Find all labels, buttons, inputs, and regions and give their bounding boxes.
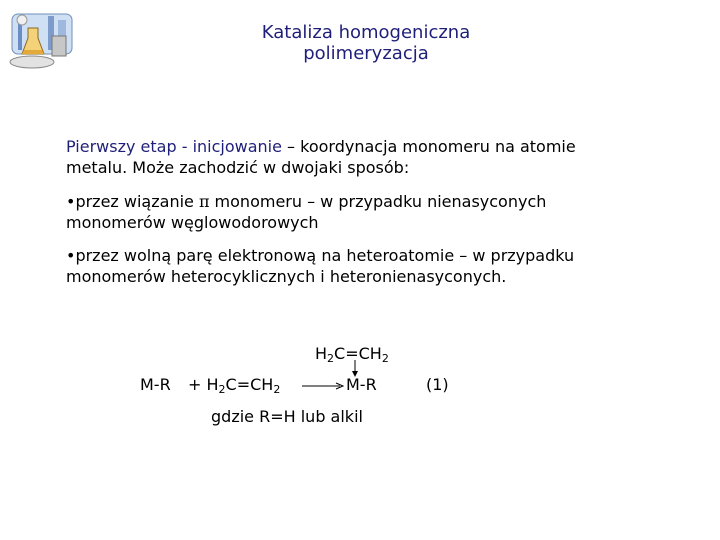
equation-number: (1) (426, 375, 449, 394)
initiation-highlight: Pierwszy etap - inicjowanie (66, 137, 282, 156)
pi-symbol: π (198, 192, 210, 211)
reactant-mid: C=CH (225, 375, 274, 394)
plus-h: + H (188, 375, 219, 394)
top-sub-1: 2 (327, 352, 335, 365)
top-mid: C=CH (334, 344, 382, 363)
initiation-text: – koordynacja monomeru na atomie metalu. Może zachodzić w dwojaki sposób: (66, 137, 576, 177)
title-line-1: Kataliza homogeniczna (261, 22, 471, 43)
equation-product: M-R (346, 375, 377, 394)
title-line-2: polimeryzacja (303, 43, 429, 64)
reaction-arrow-icon (302, 382, 344, 390)
reactant-sub-1: 2 (218, 383, 226, 396)
paragraph-initiation (66, 136, 626, 178)
top-sub-2: 2 (381, 352, 389, 365)
equation-reactant-mr: M-R (140, 375, 171, 394)
page-title (196, 22, 536, 64)
top-h: H (315, 344, 328, 363)
laboratory-clipart-icon (8, 10, 80, 72)
bullet-pi-text: monomeru – w przypadku nienasyconych monomerów węglowodorowych (66, 192, 547, 232)
bullet-pi-prefix: •przez wiązanie (66, 192, 199, 211)
bullet-lone-pair-text: •przez wolną parę elektronową na heteroatomie – w przypadku monomerów heterocyklicznych i heteronienasyconych. (66, 246, 575, 286)
equation-reactant-monomer (188, 375, 280, 395)
bullet-lone-pair (66, 245, 626, 287)
reactant-sub-2: 2 (273, 383, 281, 396)
equation-note: gdzie R=H lub alkil (211, 407, 363, 426)
bullet-pi-bond (66, 191, 626, 233)
